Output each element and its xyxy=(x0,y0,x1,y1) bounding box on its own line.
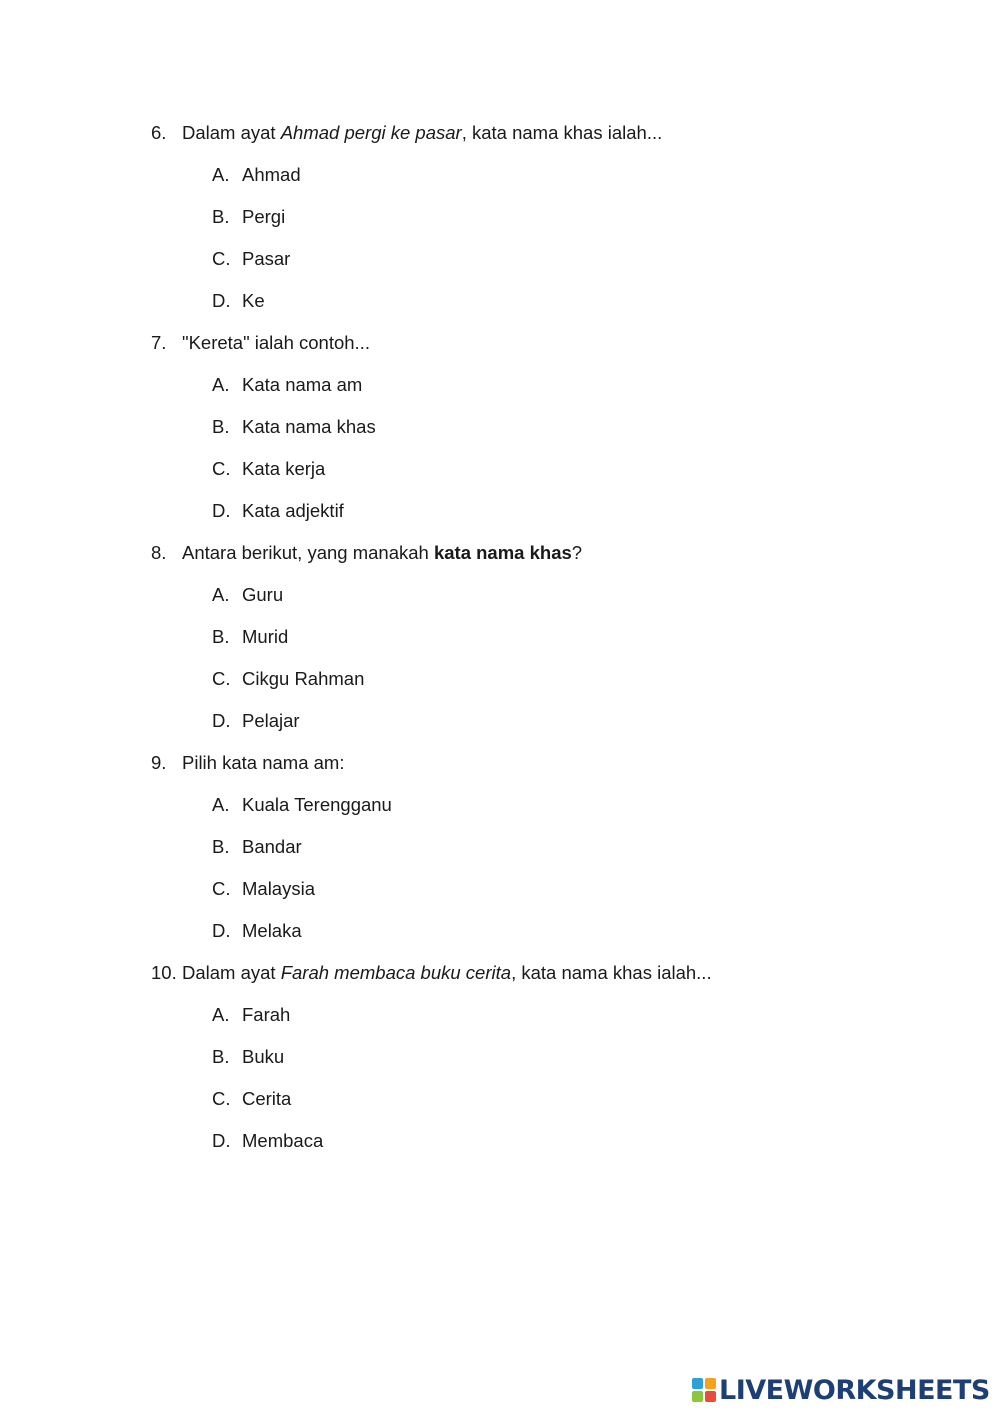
option-text: Ke xyxy=(242,290,265,311)
question-number: 6. xyxy=(151,122,167,143)
question-number: 8. xyxy=(151,542,167,563)
option-letter: C. xyxy=(212,1088,231,1109)
option-letter: A. xyxy=(212,164,230,185)
option-text: Kata adjektif xyxy=(242,500,344,521)
option-text: Murid xyxy=(242,626,289,647)
option-letter: B. xyxy=(212,836,230,857)
question-number: 10. xyxy=(151,962,177,983)
question-text-suffix: , kata nama khas ialah... xyxy=(511,962,712,983)
question-example-sentence: Ahmad pergi ke pasar xyxy=(280,122,462,143)
option-letter: B. xyxy=(212,1046,230,1067)
option-letter: C. xyxy=(212,668,231,689)
option-text: Pasar xyxy=(242,248,291,269)
question-text-suffix: , kata nama khas ialah... xyxy=(461,122,663,143)
option-text: Kata nama am xyxy=(242,374,363,395)
option-letter: D. xyxy=(212,710,231,731)
option-text: Cerita xyxy=(242,1088,292,1109)
option-text: Farah xyxy=(242,1004,291,1025)
option-letter: A. xyxy=(212,374,230,395)
option-text: Cikgu Rahman xyxy=(242,668,365,689)
option-text: Membaca xyxy=(242,1130,324,1151)
liveworksheets-logo[interactable] xyxy=(692,1374,990,1406)
question-number: 9. xyxy=(151,752,167,773)
logo-tile xyxy=(705,1391,716,1402)
option-text: Guru xyxy=(242,584,284,605)
question-text xyxy=(182,961,712,985)
option-letter: B. xyxy=(212,416,230,437)
option-letter: A. xyxy=(212,1004,230,1025)
option-text: Bandar xyxy=(242,836,302,857)
question-text xyxy=(182,541,582,565)
option-text: Kata kerja xyxy=(242,458,326,479)
question-text-prefix: Dalam ayat xyxy=(182,962,281,983)
question-example-sentence: Farah membaca buku cerita xyxy=(280,962,512,983)
option-text: Ahmad xyxy=(242,164,301,185)
option-letter: A. xyxy=(212,794,230,815)
option-letter: D. xyxy=(212,500,231,521)
question-text-prefix: Dalam ayat xyxy=(182,122,281,143)
option-text: Pelajar xyxy=(242,710,300,731)
option-text: Buku xyxy=(242,1046,285,1067)
option-text: Pergi xyxy=(242,206,286,227)
liveworksheets-logo-icon xyxy=(692,1378,716,1402)
logo-tile xyxy=(692,1378,703,1389)
option-letter: A. xyxy=(212,584,230,605)
question-keyword: kata nama khas xyxy=(433,542,572,563)
logo-tile xyxy=(692,1391,703,1402)
option-letter: C. xyxy=(212,248,231,269)
question-text-suffix: ? xyxy=(571,542,583,563)
option-letter: B. xyxy=(212,626,230,647)
logo-tile xyxy=(705,1378,716,1389)
option-letter: D. xyxy=(212,290,231,311)
option-letter: C. xyxy=(212,458,231,479)
question-text: "Kereta" ialah contoh... xyxy=(182,332,370,353)
option-text: Melaka xyxy=(242,920,302,941)
option-text: Kata nama khas xyxy=(242,416,376,437)
option-text: Kuala Terengganu xyxy=(242,794,392,815)
option-letter: C. xyxy=(212,878,231,899)
question-number: 7. xyxy=(151,332,167,353)
question-text-prefix: Antara berikut, yang manakah xyxy=(182,542,434,563)
question-text: Pilih kata nama am: xyxy=(182,752,345,773)
option-letter: B. xyxy=(212,206,230,227)
question-text xyxy=(182,121,662,145)
liveworksheets-wordmark: LIVEWORKSHEETS xyxy=(719,1374,990,1406)
option-text: Malaysia xyxy=(242,878,315,899)
option-letter: D. xyxy=(212,920,231,941)
option-letter: D. xyxy=(212,1130,231,1151)
